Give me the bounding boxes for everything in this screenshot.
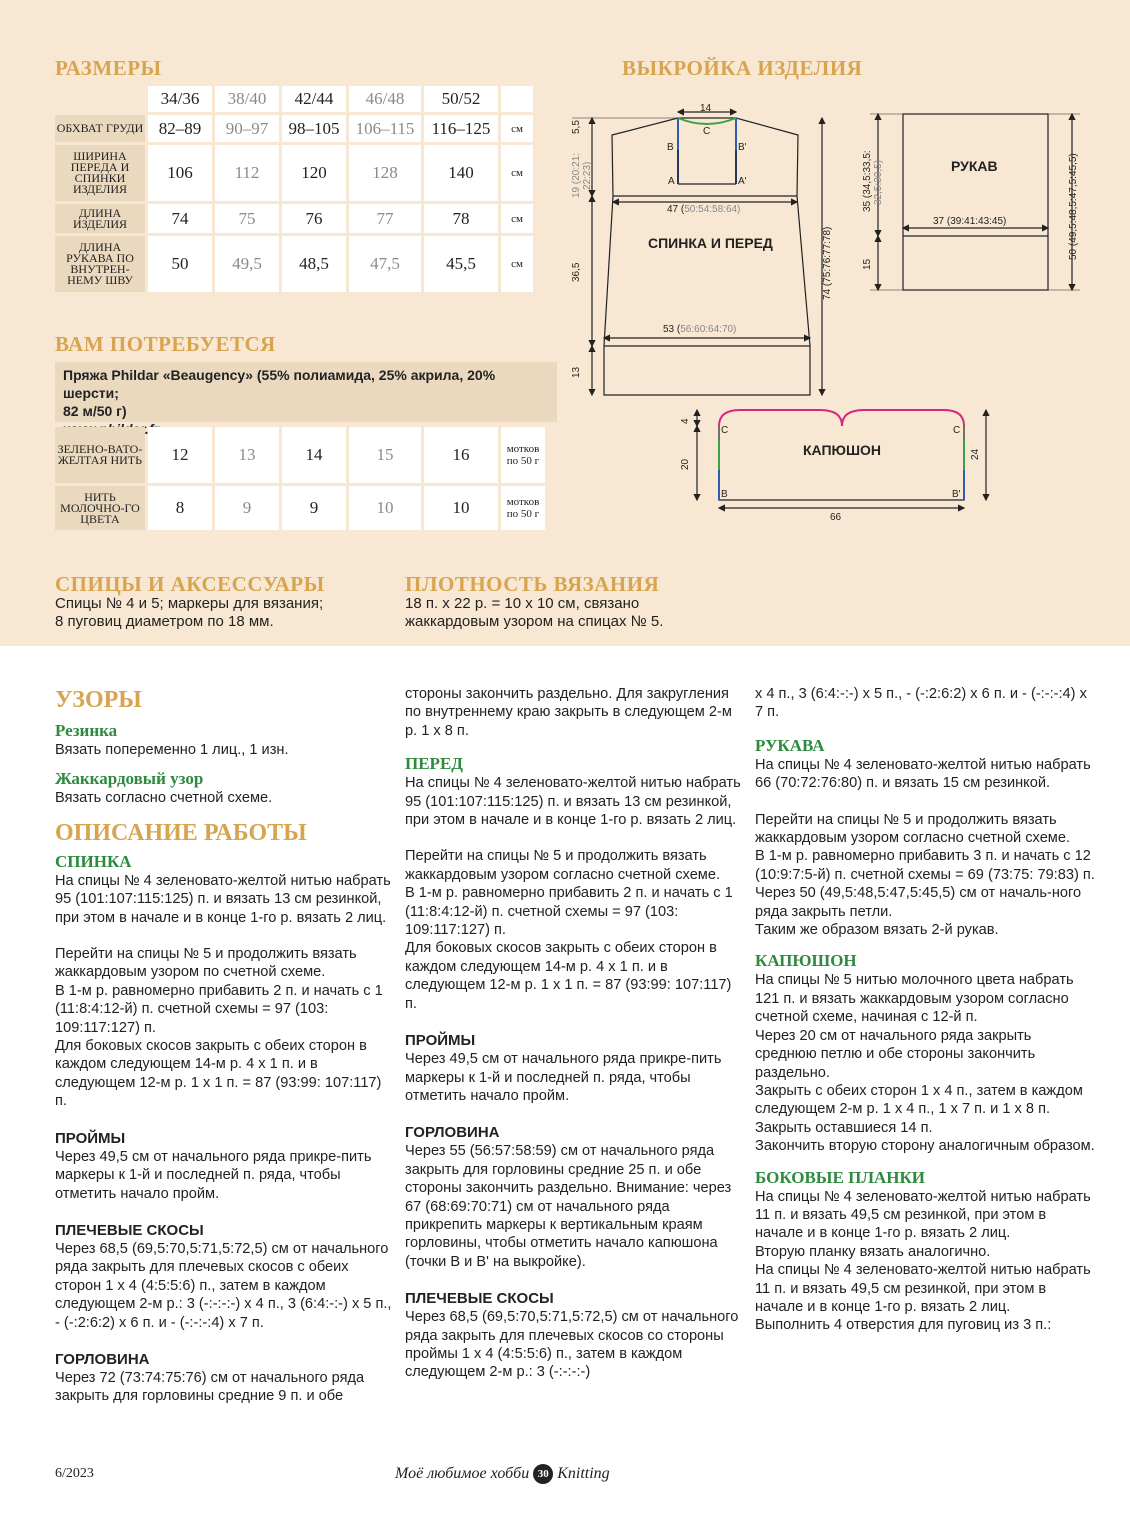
band-p3: На спицы № 4 зеленовато-желтой нитью набрать 11 п. и вязать 49,5 см резинкой, при этом в начале и в конце 1-го р. вязать 2 лиц.: [755, 1262, 1091, 1315]
armhole-title: ПРОЙМЫ: [55, 1129, 126, 1147]
body-outline: [604, 118, 810, 395]
sleeve-outline: [903, 114, 1048, 290]
dim-hood-height: 20: [680, 458, 691, 470]
jac-title: Жаккардовый узор: [55, 769, 204, 789]
cell: 49,5: [215, 236, 279, 292]
cell: 76: [282, 204, 346, 233]
yarn-line2: 82 м/50 г): [63, 403, 127, 419]
cell: 45,5: [424, 236, 498, 292]
neck-text: Через 72 (73:74:75:76) см от начального ряда закрыть для горловины средние 9 п. и обе: [55, 1369, 365, 1405]
gauge-title: ПЛОТНОСТЬ ВЯЗАНИЯ: [405, 572, 660, 596]
shoulder-text: Через 68,5 (69,5:70,5:71,5:72,5) см от начального ряда закрыть для плечевых скосов со стороны проймы 1 х 4 (4:5:5:6) п., затем в каждом следующем 2-м р.: 3 (-:-:-:-): [405, 1309, 739, 1381]
dim-armhole-height2: 22:23): [582, 161, 593, 190]
cell: 74: [148, 204, 212, 233]
dim-sleeve-cap: 35 (34,5:33,5:: [862, 150, 873, 212]
cell: 106–115: [349, 115, 421, 142]
jac-text: Вязать согласно счетной схеме.: [55, 790, 273, 807]
front-p2: Перейти на спицы № 5 и продолжить вязать жаккардовым узором согласно счетной схеме.: [405, 848, 721, 883]
size-header: 42/44: [282, 86, 346, 112]
dim-neck-width: 14: [700, 103, 712, 114]
row-label: ОБХВАТ ГРУДИ: [55, 115, 145, 142]
cell: 77: [349, 204, 421, 233]
size-header: 34/36: [148, 86, 212, 112]
band-p4: Выполнить 4 отверстия для пуговиц из 3 п.:: [755, 1317, 1052, 1334]
cell: 15: [349, 427, 421, 483]
point-b2: B': [738, 142, 747, 153]
magazine-name: Моё любимое хобби: [395, 1465, 530, 1482]
hood-label: КАПЮШОН: [803, 442, 882, 458]
neck-title: ГОРЛОВИНА: [55, 1350, 150, 1368]
column-1: [55, 685, 395, 1406]
band-title: БОКОВЫЕ ПЛАНКИ: [755, 1167, 926, 1187]
work-title: ОПИСАНИЕ РАБОТЫ: [55, 819, 307, 846]
cell: 47,5: [349, 236, 421, 292]
cell: 10: [424, 486, 498, 530]
shoulder-title: ПЛЕЧЕВЫЕ СКОСЫ: [55, 1221, 204, 1239]
row-label: ЗЕЛЕНО-ВАТО-ЖЕЛТАЯ НИТЬ: [55, 427, 145, 483]
column-2: [405, 685, 745, 1382]
gauge-text1: 18 п. х 22 р. = 10 х 10 см, связано: [405, 595, 640, 612]
size-header: 38/40: [215, 86, 279, 112]
cell: 128: [349, 145, 421, 201]
dim-body-height: 36,5: [571, 262, 582, 282]
cell: 12: [148, 427, 212, 483]
dim-sleeve-total: 50 (49,5:48,5:47,5:45,5): [1068, 153, 1079, 260]
cell: 8: [148, 486, 212, 530]
dim-rib-height: 13: [571, 366, 582, 378]
cell: 9: [215, 486, 279, 530]
back-title: СПИНКА: [55, 851, 132, 871]
cell: 82–89: [148, 115, 212, 142]
sleeve-p1: На спицы № 4 зеленовато-желтой нитью набрать 66 (70:72:76:80) п. и вязать 15 см резинкой.: [755, 756, 1091, 792]
cont-text: х 4 п., 3 (6:4:-:-) х 5 п., - (-:2:6:2) х 6 п. и - (-:-:-:4) х 7 п.: [755, 686, 1087, 721]
unit: мотков по 50 г: [501, 427, 545, 483]
point-a: A: [668, 176, 675, 187]
size-header: 50/52: [424, 86, 498, 112]
cell: 116–125: [424, 115, 498, 142]
brand-name: Knitting: [557, 1465, 610, 1482]
sleeve-title: РУКАВА: [755, 735, 825, 755]
cell: 98–105: [282, 115, 346, 142]
cell: 9: [282, 486, 346, 530]
armhole-text: Через 49,5 см от начального ряда прикре-пить маркеры к 1-й и последней п. ряда, чтобы отметить начало пройм.: [55, 1148, 372, 1202]
pattern-diagram: [0, 0, 1130, 646]
neck-curve: [678, 118, 736, 124]
cell: 48,5: [282, 236, 346, 292]
column-3: [755, 685, 1095, 1335]
hood-p3: Закрыть с обеих сторон 1 х 4 п., затем в каждом следующем 2-м р. 1 х 4 п., 1 х 7 п. и 1 х 8 п. Закрыть оставшиеся 14 п.: [755, 1082, 1083, 1136]
cell: 112: [215, 145, 279, 201]
cell: 14: [282, 427, 346, 483]
back-p1: На спицы № 4 зеленовато-желтой нитью набрать 95 (101:107:115:125) п. и вязать 13 см резинкой, при этом в начале и в конце 1-го р. вязать 2 лиц.: [55, 872, 391, 926]
unit: см: [501, 204, 533, 233]
cell: 50: [148, 236, 212, 292]
band-p2: Вторую планку вязать аналогично.: [755, 1243, 991, 1260]
hood-outline: [719, 426, 964, 500]
point-a2: A': [738, 176, 747, 187]
dim-sleeve-width: 37 (39:41:43:45): [933, 216, 1007, 227]
dim-armhole-width-a: 47 (50:54:58:64): [667, 204, 741, 215]
hood-point-c: C: [721, 425, 729, 436]
needles-text1: Спицы № 4 и 5; маркеры для вязания;: [55, 595, 324, 612]
body-label: СПИНКА И ПЕРЕД: [648, 235, 773, 251]
sizes-title: РАЗМЕРЫ: [55, 56, 162, 80]
row-label: НИТЬ МОЛОЧНО-ГО ЦВЕТА: [55, 486, 145, 530]
patterns-title: УЗОРЫ: [55, 687, 142, 713]
cell: 10: [349, 486, 421, 530]
row-label: ДЛИНА РУКАВА ПО ВНУТРЕН-НЕМУ ШВУ: [55, 236, 145, 292]
needs-title: ВАМ ПОТРЕБУЕТСЯ: [55, 332, 276, 356]
dim-hem-width: 53 (56:60:64:70): [663, 324, 737, 335]
front-title: ПЕРЕД: [405, 754, 463, 774]
row-label: ШИРИНА ПЕРЕДА И СПИНКИ ИЗДЕЛИЯ: [55, 145, 145, 201]
hood-p2: Через 20 см от начального ряда закрыть среднюю петлю и обе стороны закончить раздельно.: [755, 1027, 1036, 1081]
front-p4: Для боковых скосов закрыть с обеих сторон в каждом следующем 14-м р. 4 х 1 п. и в следующем 12-м р. 1 х 1 п. = 87 (93:99: 107:117) п.: [405, 940, 732, 1012]
hood-top-curve: [719, 410, 964, 426]
sleeve-p5: Таким же образом вязать 2-й рукав.: [755, 922, 999, 939]
shoulder-title: ПЛЕЧЕВЫЕ СКОСЫ: [405, 1290, 554, 1308]
unit: см: [501, 236, 533, 292]
dim-shoulder: 5,5: [571, 120, 582, 134]
row-label: ДЛИНА ИЗДЕЛИЯ: [55, 204, 145, 233]
shoulder-text: Через 68,5 (69,5:70,5:71,5:72,5) см от начального ряда закрыть для плечевых скосов с обеих сторон 1 х 4 (4:5:5:6) п., затем в каждом следующем 2-м р.: 3 (-:-:-:-) х 4 п., 3 (6:4:-:-) х 5 п., - (-:2:6:2) х 6 п. и - (-:-:-:4) х 7 п.: [55, 1240, 392, 1331]
front-p1: На спицы № 4 зеленовато-желтой нитью набрать 95 (101:107:115:125) п. и вязать 13 см резинкой, при этом в начале и в конце 1-го р. вязать 2 лиц.: [405, 775, 741, 829]
sleeve-p4: Через 50 (49,5:48,5:47,5:45,5) см от началь-ного ряда закрыть петли.: [755, 885, 1082, 920]
magazine-footer: [395, 1464, 610, 1484]
pattern-title: ВЫКРОЙКА ИЗДЕЛИЯ: [622, 56, 863, 80]
band-p1: На спицы № 4 зеленовато-желтой нитью набрать 11 п. и вязать 49,5 см резинкой, при этом в начале и в конце 1-го р. вязать 2 лиц.: [755, 1188, 1091, 1242]
point-b: B: [667, 142, 674, 153]
hood-p4: Закончить вторую сторону аналогичным образом.: [755, 1138, 1095, 1155]
neck-text: Через 55 (56:57:58:59) см от начального ряда закрыть для горловины средние 25 п. и обе стороны закончить раздельно. Внимание: через 67 (68:69:70:71) см от начального ряда прикрепить маркеры к вертикальным краям горловины, чтобы отметить начало капюшона (точки B и B' на выкройке).: [405, 1143, 732, 1270]
needles-text2: 8 пуговиц диаметром по 18 мм.: [55, 613, 274, 630]
dim-hood-height2: 24: [970, 448, 981, 460]
cell: 16: [424, 427, 498, 483]
dim-sleeve-cap2: 32,5:30,5): [873, 159, 884, 205]
hood-point-b2: B': [952, 489, 961, 500]
dim-total-height: 74 (75:76:77:78): [822, 226, 833, 300]
hood-point-b: B: [721, 489, 728, 500]
back-p3: В 1-м р. равномерно прибавить 2 п. и начать с 1 (11:8:4:12-й) п. счетной схемы = 97 (103: 109:117:127) п.: [55, 982, 383, 1036]
hood-point-c2: C: [953, 425, 961, 436]
sleeve-p3: В 1-м р. равномерно прибавить 3 п. и начать с 12 (10:9:7:5-й) п. счетной схемы = 69 (73:75: 79:83) п.: [755, 848, 1095, 883]
dim-armhole-height: 19 (20:21:: [571, 152, 582, 198]
needles-title: СПИЦЫ И АКСЕССУАРЫ: [55, 572, 325, 596]
back-p4: Для боковых скосов закрыть с обеих сторон в каждом следующем 14-м р. 4 х 1 п. и в следующем 12-м р. 1 х 1 п. = 87 (93:99: 107:117) п.: [55, 1038, 382, 1110]
page-number: 30: [533, 1464, 553, 1484]
issue-number: 6/2023: [55, 1466, 94, 1481]
armhole-text: Через 49,5 см от начального ряда прикре-пить маркеры к 1-й и последней п. ряда, чтобы отметить начало пройм.: [405, 1051, 722, 1104]
cell: 78: [424, 204, 498, 233]
yarn-line1: Пряжа Phildar «Beaugency» (55% полиамида, 25% акрила, 20% шерсти;: [63, 367, 496, 401]
cell: 120: [282, 145, 346, 201]
neck-title: ГОРЛОВИНА: [405, 1124, 500, 1142]
point-c: C: [703, 126, 711, 137]
size-header: 46/48: [349, 86, 421, 112]
rib-text: Вязать попеременно 1 лиц., 1 изн.: [55, 742, 289, 758]
sleeve-label: РУКАВ: [951, 158, 998, 174]
gauge-text2: жаккардовым узором на спицах № 5.: [405, 613, 664, 630]
cell: 90–97: [215, 115, 279, 142]
hood-title: КАПЮШОН: [755, 951, 857, 971]
cell: 75: [215, 204, 279, 233]
hood-p1: На спицы № 5 нитью молочного цвета набрать 121 п. и вязать жаккардовым узором согласно счетной схеме, начиная с 12-й п.: [755, 972, 1074, 1026]
front-p3: В 1-м р. равномерно прибавить 2 п. и начать с 1 (11:8:4:12-й) п. счетной схемы = 97 (103: 109:117:127) п.: [405, 885, 733, 939]
unit: см: [501, 145, 533, 201]
armhole-title: ПРОЙМЫ: [405, 1032, 476, 1050]
cell: 140: [424, 145, 498, 201]
cell: 106: [148, 145, 212, 201]
sleeve-p2: Перейти на спицы № 5 и продолжить вязать жаккардовым узором согласно счетной схеме.: [755, 811, 1071, 847]
rib-title: Резинка: [55, 721, 118, 740]
back-p2: Перейти на спицы № 5 и продолжить вязать жаккардовым узором по счетной схеме.: [55, 946, 357, 981]
unit: мотков по 50 г: [501, 486, 545, 530]
unit: см: [501, 115, 533, 142]
dim-hood-top: 4: [680, 418, 691, 424]
dim-hood-width: 66: [830, 512, 842, 523]
dim-sleeve-rib: 15: [862, 258, 873, 270]
cont-text: стороны закончить раздельно. Для закругления по внутреннему краю закрыть в следующем 2-м р. 1 х 8 п.: [405, 686, 732, 739]
cell: 13: [215, 427, 279, 483]
